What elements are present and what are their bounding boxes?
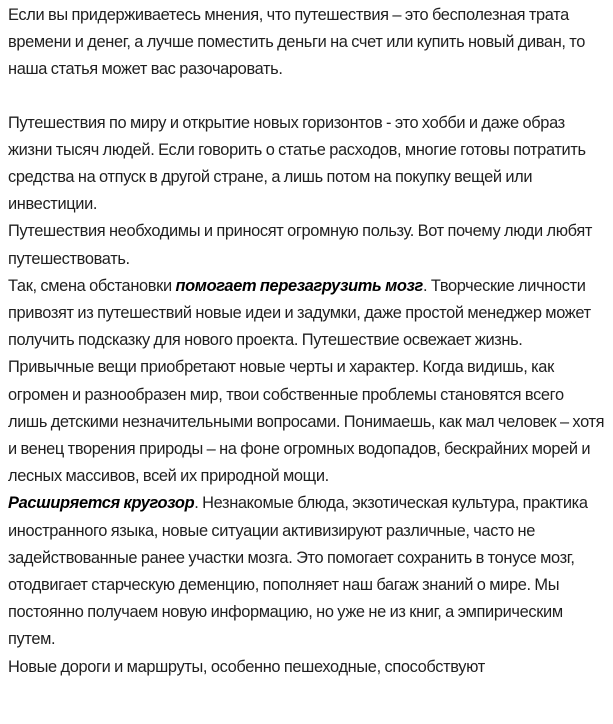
paragraph-horizons [8, 490, 605, 653]
paragraph-horizons-body: . Незнакомые блюда, экзотическая культура, практика иностранного языка, новые ситуации активизируют различные, часто не задействованные ранее участки мозга. Это помогает сохранить в тонусе мозг, отодвигает старческую деменцию, пополняет наш багаж знаний о мире. Мы постоянно получаем новую информацию, но уже не из книг, а эмпирическим путем. [8, 494, 588, 649]
paragraph-new-routes: Новые дороги и маршруты, особенно пешеходные, способствуют [8, 657, 485, 676]
emphasis-horizons: Расширяется кругозор [8, 494, 195, 513]
paragraph-brain-reboot-body: . Творческие личности привозят из путешествий новые идеи и задумки, даже простой менеджер может получить подсказку для нового проекта. Путешествие освежает жизнь. Привычные вещи приобретают новые черты и характер. Когда видишь, как огромен и разнообразен мир, твои собственные проблемы становятся всего лишь детскими незначительными вопросами. Понимаешь, как мал человек – хотя и венец творения природы – на фоне огромных водопадов, бескрайних морей и лесных массивов, всей их природной мощи. [8, 276, 605, 486]
paragraph-brain-reboot-lead: Так, смена обстановки [8, 276, 176, 295]
emphasis-brain-reboot: помогает перезагрузить мозг [175, 276, 423, 295]
paragraph-travel-hobby: Путешествия по миру и открытие новых горизонтов - это хобби и даже образ жизни тысяч людей. Если говорить о статье расходов, многие готовы потратить средства на отпуск в другой стране, а лишь потом на покупку вещей или инвестиции. [8, 113, 586, 214]
paragraph-intro: Если вы придерживаетесь мнения, что путешествия – это бесполезная трата времени и денег, а лучше поместить деньги на счет или купить новый диван, то наша статья может вас разочаровать. [8, 6, 586, 79]
paragraph-travel-benefit: Путешествия необходимы и приносят огромную пользу. Вот почему люди любят путешествовать. [8, 222, 593, 268]
paragraph-brain-reboot [8, 273, 605, 491]
